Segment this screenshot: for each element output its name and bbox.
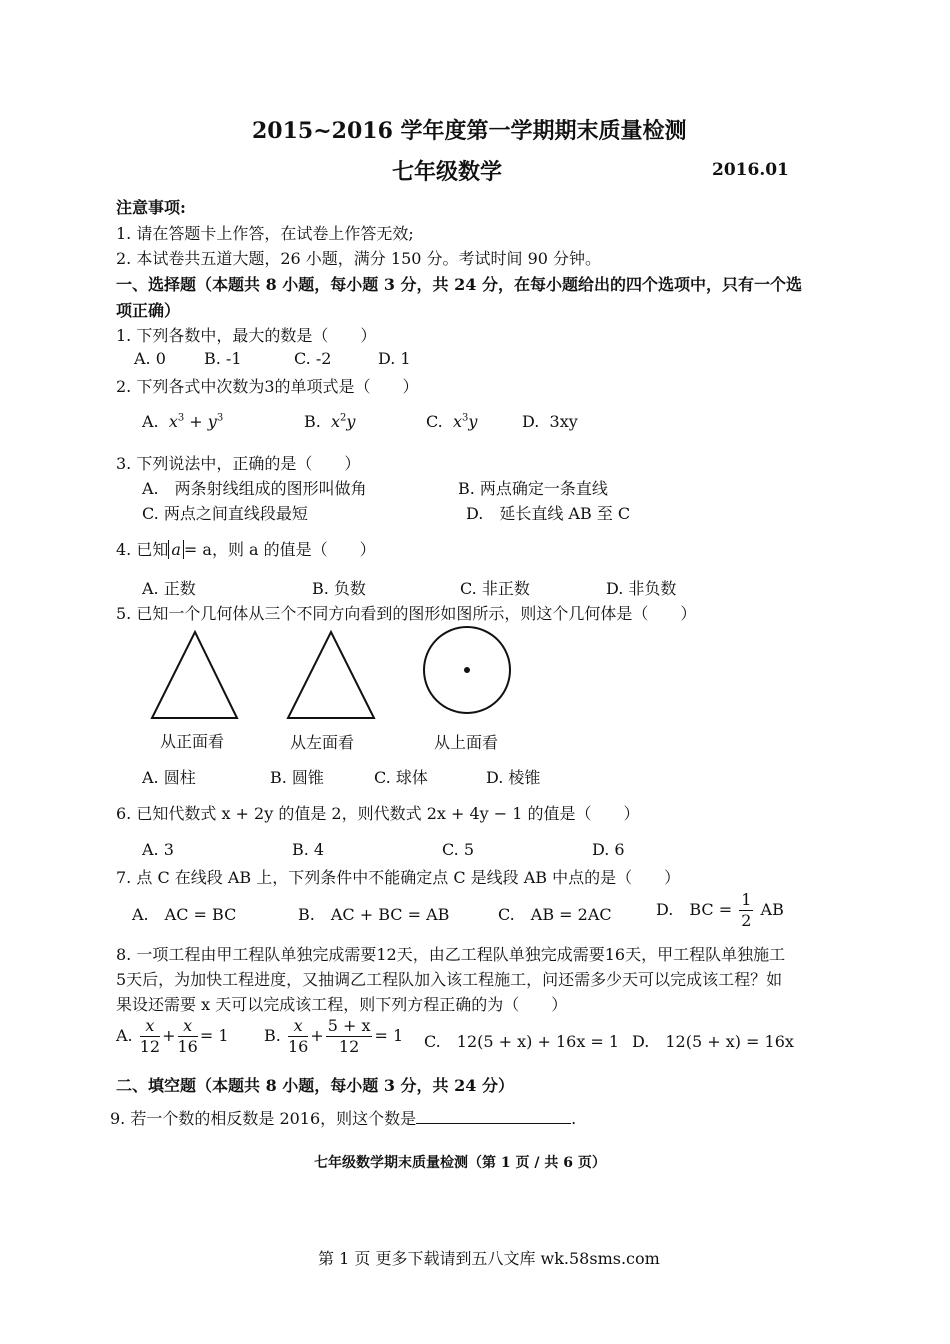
note-1: 1. 请在答题卡上作答，在试卷上作答无效; (116, 224, 414, 243)
q7-option-d: D. BC = $\frac{1}{2}$ AB (656, 890, 784, 930)
q5-option-a: A. 圆柱 (142, 768, 196, 787)
q7-stem: 7. 点 C 在线段 AB 上，下列条件中不能确定点 C 是线段 AB 中点的是（ ） (116, 868, 681, 887)
q2-option-a: A. $x^3 + y^3$ (142, 412, 224, 431)
view-label-front: 从正面看 (160, 732, 225, 751)
q4-option-a: A. 正数 (142, 579, 196, 598)
subject-title: 七年级数学 (392, 159, 503, 185)
q2-option-c: C. $x^3y$ (426, 412, 478, 431)
q3-option-d: D. 延长直线 AB 至 C (466, 504, 631, 523)
q5-stem: 5. 已知一个几何体从三个不同方向看到的图形如图所示，则这个几何体是（ ） (116, 604, 697, 623)
q9-stem: 9. 若一个数的相反数是 2016，则这个数是 . (110, 1109, 577, 1128)
q1-option-c: C. -2 (294, 349, 332, 368)
q9-answer-blank[interactable] (416, 1109, 571, 1124)
q7-option-a: A. AC = BC (132, 905, 237, 924)
q5-option-d: D. 棱锥 (486, 768, 541, 787)
q1-option-d: D. 1 (378, 349, 411, 368)
q1-stem: 1. 下列各数中，最大的数是（ ） (116, 326, 377, 345)
q6-option-b: B. 4 (292, 840, 325, 859)
q7-option-b: B. AC + BC = AB (298, 905, 450, 924)
section1-heading-cont: 项正确） (116, 301, 181, 320)
q3-option-b: B. 两点确定一条直线 (458, 479, 608, 498)
exam-title: 2015~2016 学年度第一学期期末质量检测 (252, 118, 687, 144)
q3-option-c: C. 两点之间直线段最短 (142, 504, 308, 523)
q8-option-a: A. $\frac{x}{12}$ + $\frac{x}{16}$ = 1 (116, 1016, 229, 1056)
view-label-left: 从左面看 (290, 733, 355, 752)
q8-option-d: D. 12(5 + x) = 16x (632, 1032, 794, 1051)
view-label-top: 从上面看 (434, 733, 499, 752)
left-view-triangle (282, 628, 382, 723)
page-footer: 七年级数学期末质量检测（第 1 页 / 共 6 页） (314, 1155, 606, 1171)
top-view-circle (418, 624, 518, 718)
section1-heading: 一、选择题（本题共 8 小题，每小题 3 分，共 24 分，在每小题给出的四个选项中，只有一个选 (116, 275, 802, 294)
q5-option-b: B. 圆锥 (270, 768, 324, 787)
exam-date: 2016.01 (712, 160, 789, 180)
q4-option-d: D. 非负数 (606, 579, 677, 598)
q6-option-d: D. 6 (592, 840, 625, 859)
q6-option-a: A. 3 (142, 840, 174, 859)
q1-option-a: A. 0 (134, 349, 166, 368)
q3-stem: 3. 下列说法中，正确的是（ ） (116, 454, 361, 473)
q4-option-c: C. 非正数 (460, 579, 530, 598)
q5-option-c: C. 球体 (374, 768, 428, 787)
q8-stem-line-3: 果设还需要 x 天可以完成该工程，则下列方程正确的为（ ） (116, 995, 568, 1014)
q4-stem: 4. 已知 a = a，则 a 的值是（ ） (116, 540, 376, 559)
q1-option-b: B. -1 (204, 349, 242, 368)
q8-option-b: B. $\frac{x}{16}$ + $\frac{5 + x}{12}$ = 1 (264, 1016, 404, 1056)
note-2: 2. 本试卷共五道大题，26 小题，满分 150 分。考试时间 90 分钟。 (116, 249, 602, 268)
q2-option-b: B. $x^2y$ (304, 412, 356, 431)
site-footer: 第 1 页 更多下载请到五八文库 wk.58sms.com (318, 1249, 660, 1268)
front-view-triangle (145, 628, 245, 723)
q6-option-c: C. 5 (442, 840, 475, 859)
section2-heading: 二、填空题（本题共 8 小题，每小题 3 分，共 24 分） (116, 1076, 514, 1095)
q7-option-c: C. AB = 2AC (498, 905, 612, 924)
q4-option-b: B. 负数 (312, 579, 366, 598)
q8-option-c: C. 12(5 + x) + 16x = 1 (424, 1032, 620, 1051)
q8-stem-line-1: 8. 一项工程由甲工程队单独完成需要12天，由乙工程队单独完成需要16天，甲工程队单独施工 (116, 945, 786, 964)
notes-heading: 注意事项: (116, 198, 186, 217)
q3-option-a: A. 两条射线组成的图形叫做角 (142, 479, 367, 498)
q2-stem: 2. 下列各式中次数为3的单项式是（ ） (116, 377, 419, 396)
q2-option-d: D. 3xy (522, 412, 578, 431)
q6-stem: 6. 已知代数式 x + 2y 的值是 2，则代数式 2x + 4y − 1 的值是（ ） (116, 804, 640, 823)
q8-stem-line-2: 5天后，为加快工程进度，又抽调乙工程队加入该工程施工，问还需多少天可以完成该工程？如 (116, 970, 783, 989)
